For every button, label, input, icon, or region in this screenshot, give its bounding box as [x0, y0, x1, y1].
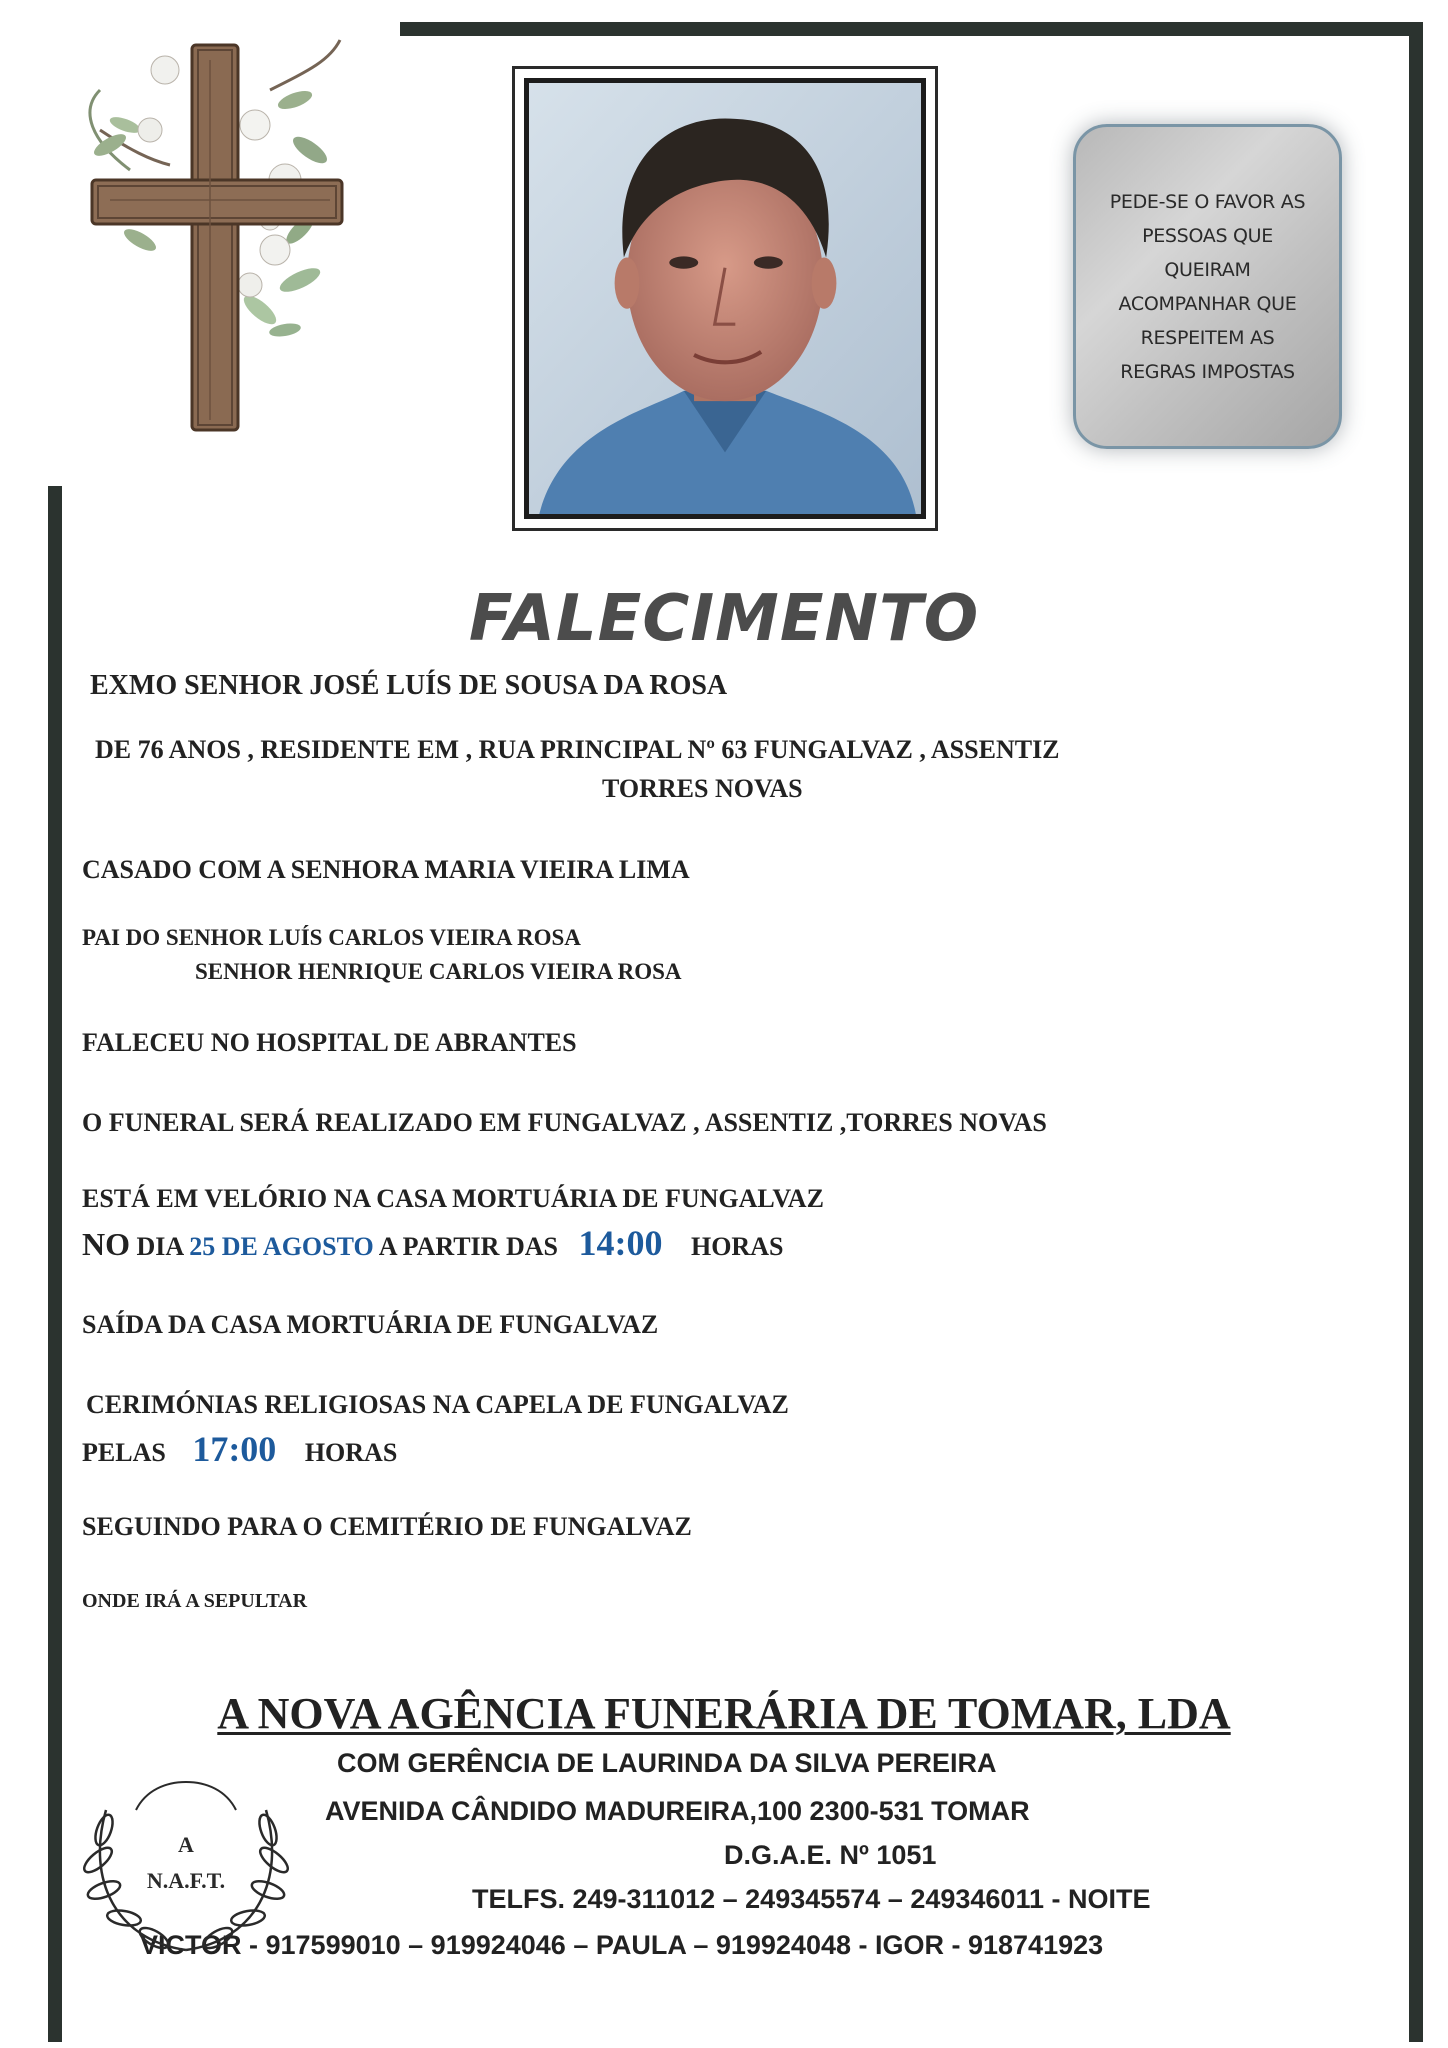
age-residence: DE 76 ANOS , RESIDENTE EM , RUA PRINCIPAL Nº 63 FUNGALVAZ , ASSENTIZ — [95, 735, 1060, 764]
wake-from: A PARTIR DAS — [373, 1232, 565, 1261]
notice-line: PEDE-SE O FAVOR AS — [1109, 190, 1306, 213]
wake-date-line — [82, 1222, 783, 1264]
cemetery: SEGUINDO PARA O CEMITÉRIO DE FUNGALVAZ — [82, 1512, 692, 1541]
departure: SAÍDA DA CASA MORTUÁRIA DE FUNGALVAZ — [82, 1310, 659, 1339]
agency-management: COM GERÊNCIA DE LAURINDA DA SILVA PEREIRA — [337, 1748, 997, 1778]
death-place: FALECEU NO HOSPITAL DE ABRANTES — [82, 1028, 577, 1057]
notice-line: REGRAS IMPOSTAS — [1120, 360, 1295, 383]
logo-letter: A — [178, 1832, 194, 1857]
frame-top-bar — [400, 22, 1423, 36]
funeral-location: O FUNERAL SERÁ REALIZADO EM FUNGALVAZ , ASSENTIZ ,TORRES NOVAS — [82, 1108, 1047, 1137]
cross-icon — [70, 30, 360, 450]
notice-line: RESPEITEM AS — [1140, 326, 1275, 349]
naft-logo — [76, 1770, 296, 1960]
spouse: CASADO COM A SENHORA MARIA VIEIRA LIMA — [82, 855, 690, 884]
agency-phones: TELFS. 249-311012 – 249345574 – 249346011 - NOITE — [472, 1884, 1151, 1914]
agency-dgae: D.G.A.E. Nº 1051 — [724, 1840, 937, 1870]
wake-prefix-big: NO — [82, 1226, 130, 1262]
notice-line: PESSOAS QUE — [1142, 224, 1273, 247]
burial: ONDE IRÁ A SEPULTAR — [82, 1590, 308, 1612]
laurel-wreath-icon — [76, 1770, 296, 1960]
wake-location: ESTÁ EM VELÓRIO NA CASA MORTUÁRIA DE FUNGALVAZ — [82, 1184, 824, 1213]
notice-text — [1088, 185, 1328, 389]
logo-acronym: N.A.F.T. — [146, 1868, 226, 1893]
notice-box — [1073, 124, 1342, 449]
father-of-1: PAI DO SENHOR LUÍS CARLOS VIEIRA ROSA — [82, 925, 581, 950]
deceased-name: EXMO SENHOR JOSÉ LUÍS DE SOUSA DA ROSA — [90, 670, 728, 701]
notice-line: ACOMPANHAR QUE — [1118, 292, 1297, 315]
ceremony-hours: HORAS — [304, 1438, 398, 1467]
night-contacts: VICTOR - 917599010 – 919924046 – PAULA – 919924048 - IGOR - 918741923 — [140, 1930, 1104, 1960]
father-of-2: SENHOR HENRIQUE CARLOS VIEIRA ROSA — [195, 959, 682, 984]
page-title: FALECIMENTO — [468, 582, 980, 656]
ceremony-at: PELAS — [82, 1438, 166, 1467]
portrait-photo — [524, 78, 926, 519]
agency-address: AVENIDA CÂNDIDO MADUREIRA,100 2300-531 TOMAR — [325, 1796, 1030, 1826]
ceremony-time: 17:00 — [192, 1429, 277, 1469]
portrait-frame — [512, 66, 938, 531]
portrait-icon — [529, 83, 921, 514]
wake-time: 14:00 — [578, 1223, 663, 1263]
frame-right-bar — [1409, 22, 1423, 2042]
notice-line: QUEIRAM — [1164, 258, 1251, 281]
cross-illustration — [70, 30, 360, 450]
wake-hours: HORAS — [690, 1232, 784, 1261]
town: TORRES NOVAS — [602, 774, 803, 803]
ceremony-time-line — [82, 1428, 397, 1470]
frame-left-bar — [48, 486, 62, 2042]
agency-name: A NOVA AGÊNCIA FUNERÁRIA DE TOMAR, LDA — [217, 1689, 1231, 1738]
ceremonies: CERIMÓNIAS RELIGIOSAS NA CAPELA DE FUNGALVAZ — [86, 1390, 789, 1419]
wake-prefix: DIA — [130, 1232, 190, 1261]
wake-date: 25 DE AGOSTO — [189, 1232, 374, 1261]
